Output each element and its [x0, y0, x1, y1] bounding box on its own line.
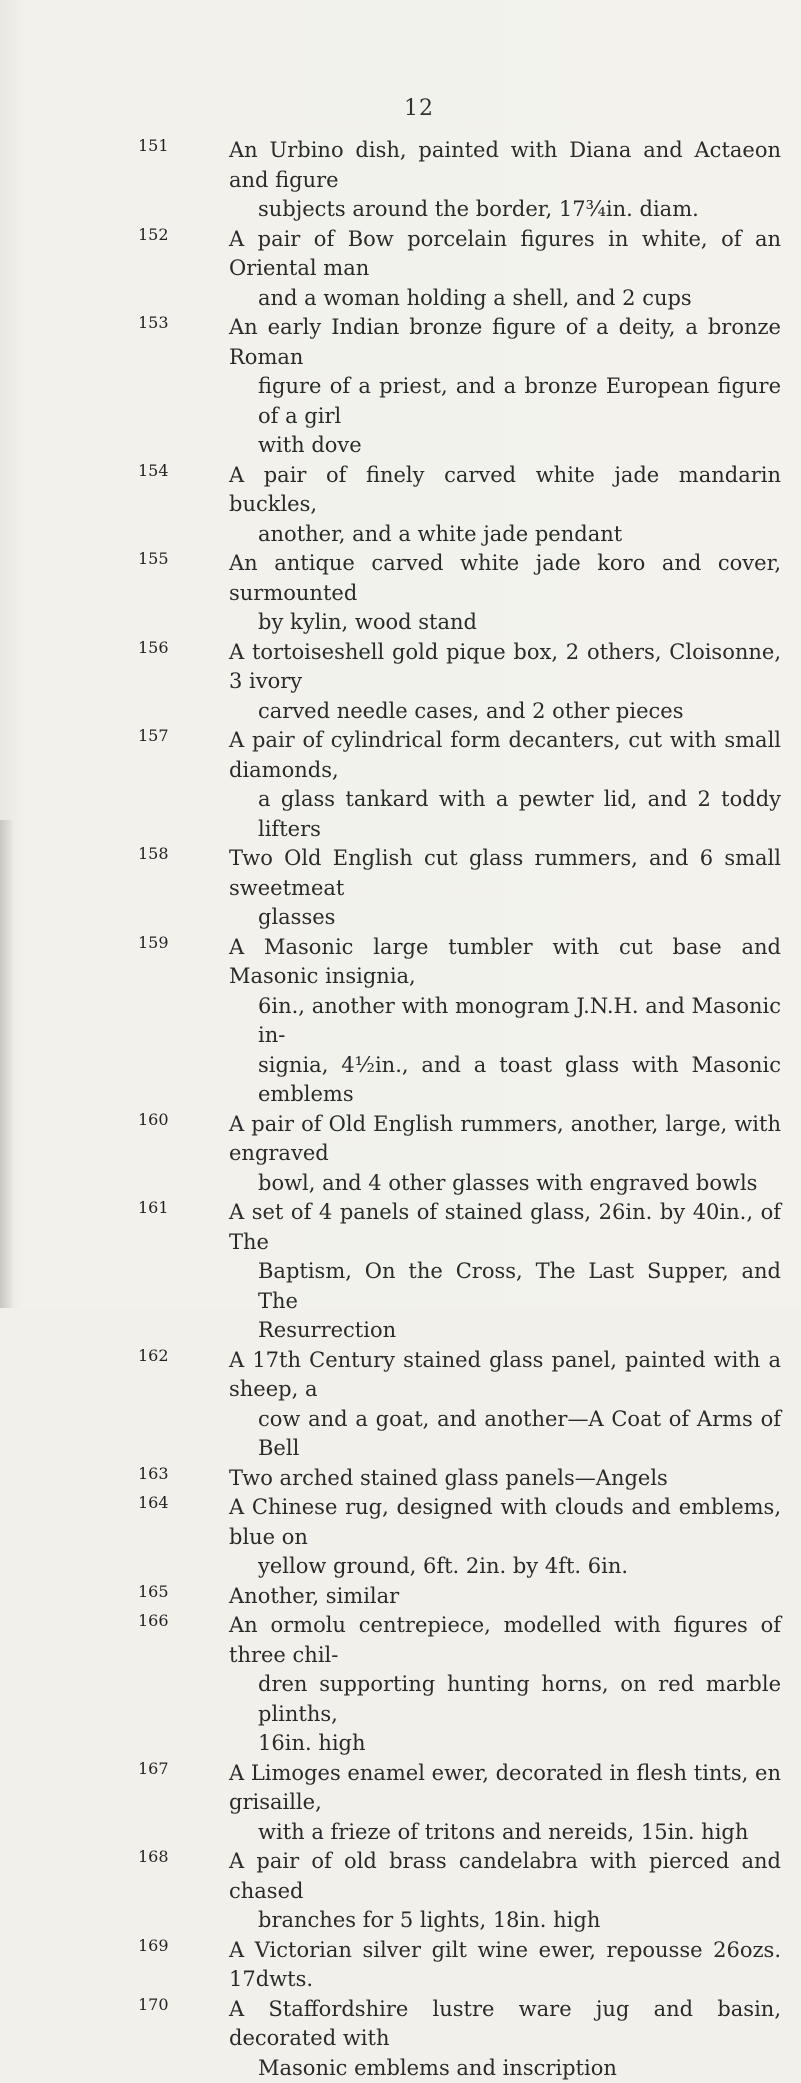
lot-list [0, 136, 801, 2083]
lot-description [229, 1995, 781, 2083]
lot-number: 163 [138, 1464, 198, 1483]
lot-description-line: bowl, and 4 other glasses with engraved bowls [229, 1169, 781, 1199]
lot-description-line: and a woman holding a shell, and 2 cups [229, 284, 781, 314]
lot-description [229, 1464, 781, 1494]
lot-entry [0, 1611, 801, 1759]
lot-entry [0, 933, 801, 1110]
lot-description [229, 1936, 781, 1995]
lot-description [229, 638, 781, 727]
lot-description-line: A Victorian silver gilt wine ewer, repousse 26ozs. 17dwts. [229, 1936, 781, 1995]
lot-entry [0, 1995, 801, 2083]
lot-description-line: Masonic emblems and inscription [229, 2054, 781, 2083]
lot-entry [0, 136, 801, 225]
lot-description-line: Another, similar [229, 1582, 781, 1612]
lot-description [229, 933, 781, 1110]
lot-description-line: A 17th Century stained glass panel, painted with a sheep, a [229, 1346, 781, 1405]
lot-number: 158 [138, 844, 198, 863]
lot-description-line: figure of a priest, and a bronze European figure of a girl [229, 372, 781, 431]
lot-description [229, 1493, 781, 1582]
lot-description [229, 1847, 781, 1936]
lot-description-line: with dove [229, 431, 781, 461]
lot-number: 161 [138, 1198, 198, 1217]
lot-description-line: yellow ground, 6ft. 2in. by 4ft. 6in. [229, 1552, 781, 1582]
lot-description-line: signia, 4½in., and a toast glass with Masonic emblems [229, 1051, 781, 1110]
lot-description-line: by kylin, wood stand [229, 608, 781, 638]
lot-number: 164 [138, 1493, 198, 1512]
lot-entry [0, 1346, 801, 1464]
lot-entry [0, 1759, 801, 1848]
lot-description [229, 1759, 781, 1848]
lot-entry [0, 1464, 801, 1494]
lot-number: 166 [138, 1611, 198, 1630]
lot-entry [0, 1110, 801, 1199]
page-number: 12 [404, 96, 434, 121]
lot-description-line: A Masonic large tumbler with cut base and Masonic insignia, [229, 933, 781, 992]
lot-description [229, 313, 781, 461]
lot-number: 160 [138, 1110, 198, 1129]
lot-number: 165 [138, 1582, 198, 1601]
lot-entry [0, 1198, 801, 1346]
lot-description-line: An antique carved white jade koro and cover, surmounted [229, 549, 781, 608]
lot-description-line: An Urbino dish, painted with Diana and Actaeon and figure [229, 136, 781, 195]
lot-description [229, 1582, 781, 1612]
lot-number: 168 [138, 1847, 198, 1866]
lot-entry [0, 1493, 801, 1582]
lot-description [229, 726, 781, 844]
lot-description-line: cow and a goat, and another—A Coat of Arms of Bell [229, 1405, 781, 1464]
lot-entry [0, 1847, 801, 1936]
lot-description-line: subjects around the border, 17¾in. diam. [229, 195, 781, 225]
lot-description-line: A Limoges enamel ewer, decorated in flesh tints, en grisaille, [229, 1759, 781, 1818]
lot-description-line: A Staffordshire lustre ware jug and basin, decorated with [229, 1995, 781, 2054]
lot-description-line: 6in., another with monogram J.N.H. and Masonic in- [229, 992, 781, 1051]
lot-description-line: another, and a white jade pendant [229, 520, 781, 550]
lot-description [229, 461, 781, 550]
lot-description-line: A set of 4 panels of stained glass, 26in. by 40in., of The [229, 1198, 781, 1257]
lot-description-line: Two arched stained glass panels—Angels [229, 1464, 781, 1494]
lot-number: 153 [138, 313, 198, 332]
lot-description-line: A pair of old brass candelabra with pierced and chased [229, 1847, 781, 1906]
lot-entry [0, 1936, 801, 1995]
lot-description-line: dren supporting hunting horns, on red marble plinths, [229, 1670, 781, 1729]
lot-description [229, 1110, 781, 1199]
lot-description [229, 1611, 781, 1759]
lot-description-line: A pair of Bow porcelain figures in white, of an Oriental man [229, 225, 781, 284]
lot-number: 157 [138, 726, 198, 745]
lot-description [229, 225, 781, 314]
lot-description [229, 844, 781, 933]
lot-entry [0, 638, 801, 727]
lot-description-line: with a frieze of tritons and nereids, 15in. high [229, 1818, 781, 1848]
lot-entry [0, 225, 801, 314]
lot-entry [0, 726, 801, 844]
lot-number: 159 [138, 933, 198, 952]
lot-description-line: carved needle cases, and 2 other pieces [229, 697, 781, 727]
lot-number: 169 [138, 1936, 198, 1955]
lot-description-line: Resurrection [229, 1316, 781, 1346]
lot-description-line: An early Indian bronze figure of a deity, a bronze Roman [229, 313, 781, 372]
lot-number: 170 [138, 1995, 198, 2014]
lot-number: 152 [138, 225, 198, 244]
lot-description-line: A pair of finely carved white jade mandarin buckles, [229, 461, 781, 520]
lot-description-line: A pair of cylindrical form decanters, cut with small diamonds, [229, 726, 781, 785]
lot-description-line: A pair of Old English rummers, another, large, with engraved [229, 1110, 781, 1169]
lot-entry [0, 313, 801, 461]
lot-number: 156 [138, 638, 198, 657]
lot-description-line: A Chinese rug, designed with clouds and emblems, blue on [229, 1493, 781, 1552]
lot-number: 162 [138, 1346, 198, 1365]
lot-entry [0, 549, 801, 638]
lot-description-line: branches for 5 lights, 18in. high [229, 1906, 781, 1936]
lot-number: 155 [138, 549, 198, 568]
lot-entry [0, 461, 801, 550]
lot-number: 154 [138, 461, 198, 480]
lot-number: 167 [138, 1759, 198, 1778]
lot-description-line: Two Old English cut glass rummers, and 6 small sweetmeat [229, 844, 781, 903]
lot-number: 151 [138, 136, 198, 155]
lot-description [229, 136, 781, 225]
lot-description [229, 1346, 781, 1464]
lot-description-line: glasses [229, 903, 781, 933]
lot-description-line: Baptism, On the Cross, The Last Supper, and The [229, 1257, 781, 1316]
lot-description-line: a glass tankard with a pewter lid, and 2 toddy lifters [229, 785, 781, 844]
lot-description-line: An ormolu centrepiece, modelled with figures of three chil- [229, 1611, 781, 1670]
lot-entry [0, 844, 801, 933]
lot-description [229, 1198, 781, 1346]
lot-description-line: 16in. high [229, 1729, 781, 1759]
lot-entry [0, 1582, 801, 1612]
lot-description [229, 549, 781, 638]
lot-description-line: A tortoiseshell gold pique box, 2 others, Cloisonne, 3 ivory [229, 638, 781, 697]
